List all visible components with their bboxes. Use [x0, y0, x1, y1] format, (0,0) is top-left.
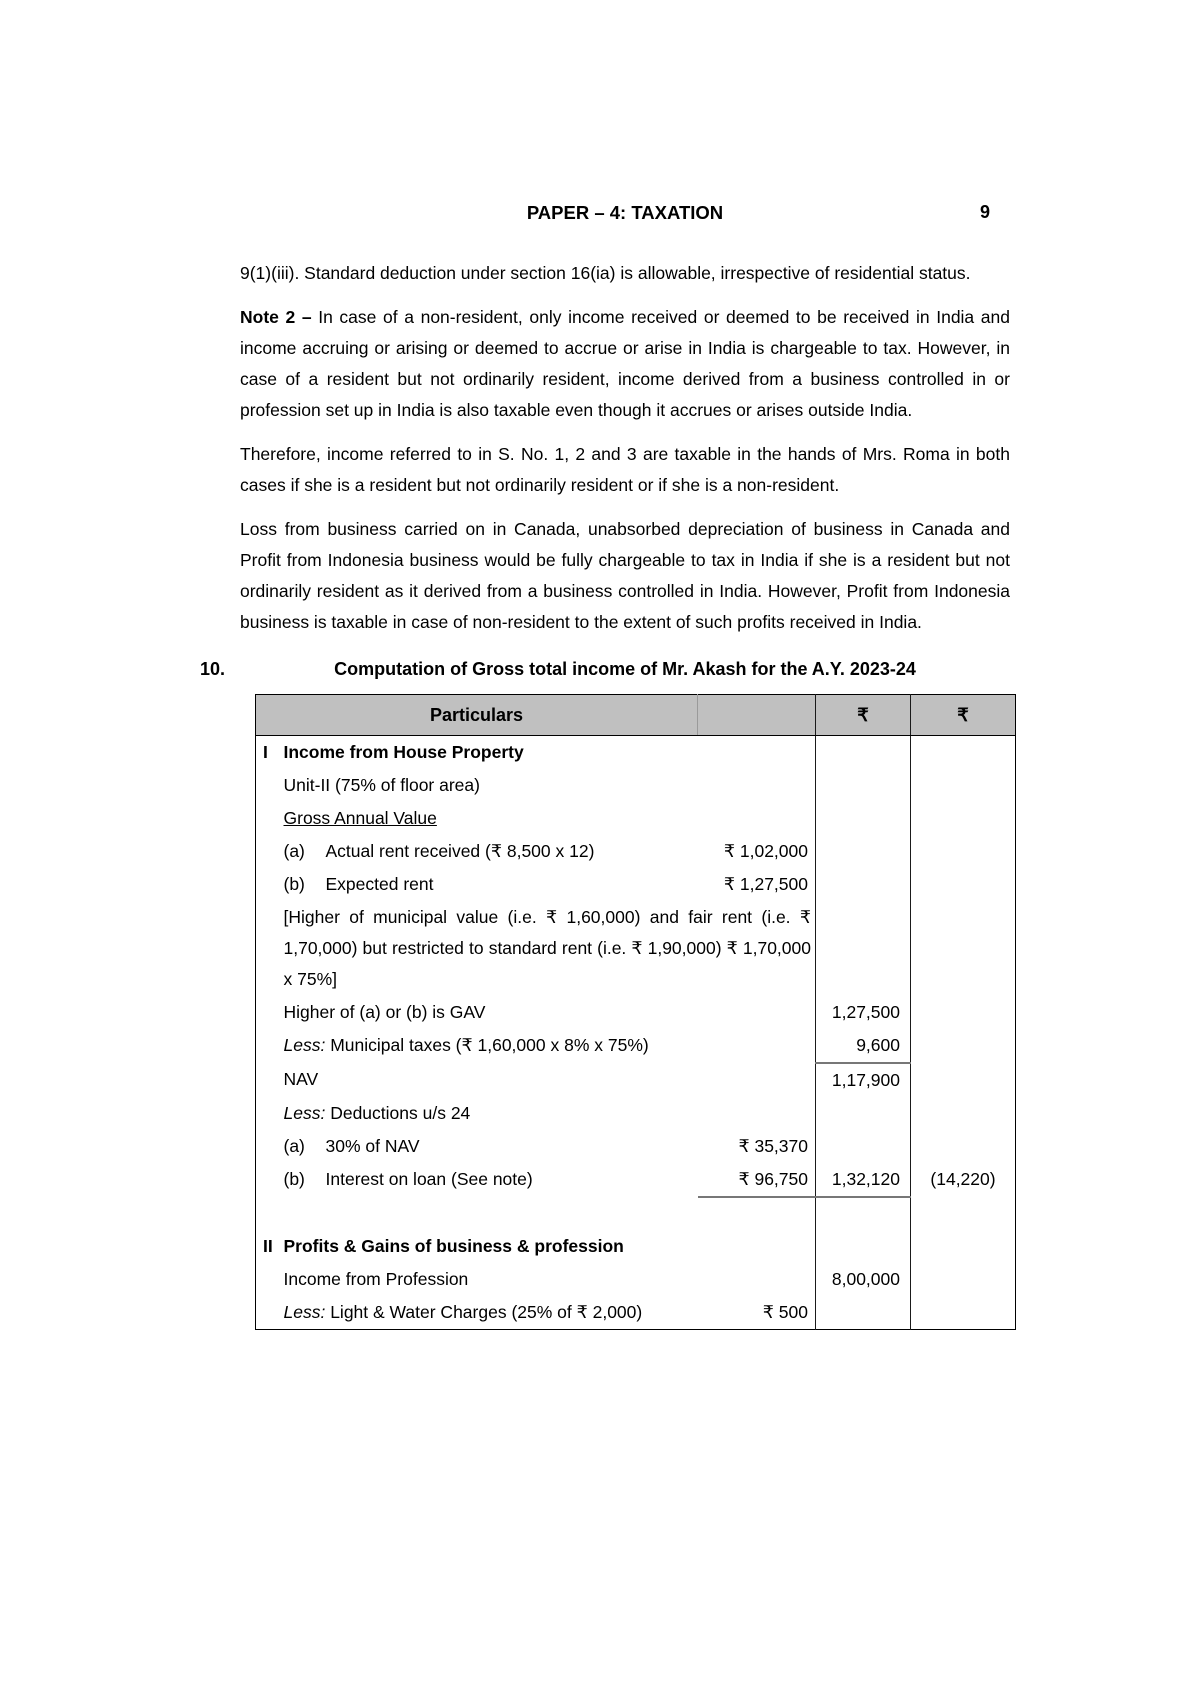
particulars-text: Unit-II (75% of floor area) [283, 775, 480, 795]
cell-amount-col1 [816, 835, 911, 868]
cell-roman-numeral: II [263, 1236, 273, 1256]
paragraph-bold-prefix: Note 2 – [240, 307, 319, 327]
paragraph: 9(1)(iii). Standard deduction under section 16(ia) is allowable, irrespective of residential status. [240, 263, 971, 283]
table-row [256, 769, 1016, 802]
table-row [256, 1230, 1016, 1263]
cell-amount-col2 [911, 802, 1016, 835]
table-row [256, 1029, 1016, 1063]
cell-inline-amount: ₹ 500 [762, 1302, 808, 1322]
particulars-text: Income from Profession [283, 1269, 469, 1289]
cell-amount-col1: 1,27,500 [816, 996, 911, 1029]
cell-amount-col2 [911, 1063, 1016, 1097]
question-number: 10. [200, 659, 226, 679]
page-header-title: PAPER – 4: TAXATION [526, 202, 724, 223]
cell-amount-col1 [816, 1230, 911, 1263]
cell-particulars [284, 769, 698, 802]
cell-amount-col2 [911, 1130, 1016, 1163]
cell-amount-col1 [816, 769, 911, 802]
table-row [256, 1063, 1016, 1097]
particulars-text: Expected rent [325, 874, 434, 894]
cell-particulars [284, 1230, 698, 1263]
less-label: Less: [283, 1035, 326, 1055]
cell-inline-amount: ₹ 1,27,500 [723, 874, 808, 894]
cell-particulars [284, 1063, 698, 1097]
cell-roman-numeral [256, 901, 284, 996]
cell-roman-numeral [256, 802, 284, 835]
item-marker: (a) [283, 841, 305, 861]
cell-roman-numeral [256, 996, 284, 1029]
cell-amount-col1: 1,17,900 [816, 1063, 911, 1097]
paragraphs [240, 258, 1010, 638]
cell-particulars [284, 1097, 698, 1130]
table-row [256, 996, 1016, 1029]
paragraph: Loss from business carried on in Canada, unabsorbed depreciation of business in Canada and Profit from Indonesia business would be fully chargeable to tax in India if she is a resident but not ordinarily resident as it derived from a business controlled in India. However, Profit from Indonesia business is taxable in case of non-resident to the extent of such profits received in India. [240, 519, 1010, 632]
cell-roman-numeral [256, 1296, 284, 1330]
paragraph: Therefore, income referred to in S. No. 1, 2 and 3 are taxable in the hands of Mrs. Roma in both cases if she is a resident but not ordinarily resident or if she is a non-resident. [240, 444, 1010, 495]
cell-roman-numeral [256, 1263, 284, 1296]
cell-amount-col2 [911, 736, 1016, 770]
particulars-text: 30% of NAV [325, 1136, 420, 1156]
table-row [256, 1097, 1016, 1130]
cell-amount-col2 [911, 1296, 1016, 1330]
cell-particulars [284, 868, 698, 901]
less-label: Less: [283, 1302, 326, 1322]
cell-amount-col1 [816, 736, 911, 770]
cell-amount-col2 [911, 1230, 1016, 1263]
cell-amount-col1 [816, 1130, 911, 1163]
particulars-text: [Higher of municipal value (i.e. ₹ 1,60,000) and fair rent (i.e. ₹ 1,70,000) but restricted to standard rent (i.e. ₹ 1,90,000) ₹ 1,70,000 x 75%] [283, 907, 811, 989]
cell-roman-numeral [256, 868, 284, 901]
table-row [256, 1130, 1016, 1163]
page-number: 9 [979, 202, 990, 222]
cell-particulars [284, 1029, 698, 1063]
computation-table [255, 694, 1016, 1330]
particulars-text: Actual rent received (₹ 8,500 x 12) [325, 841, 595, 861]
paragraph: Note 2 – In case of a non-resident, only income received or deemed to be received in India and income accruing or arising or deemed to accrue or arise in India is chargeable to tax. However, in case of a resident but not ordinarily resident, income derived from a business controlled in or profession set up in India is also taxable even though it accrues or arises outside India. [240, 307, 1010, 420]
cell-roman-numeral [256, 1130, 284, 1163]
particulars-text: Profits & Gains of business & profession [283, 1236, 624, 1256]
cell-roman-numeral: I [263, 742, 268, 762]
cell-inline-amount [698, 1029, 816, 1063]
cell-inline-amount [698, 802, 816, 835]
header-rupee-col1: ₹ [816, 695, 911, 736]
particulars-text: Gross Annual Value [283, 808, 437, 828]
particulars-text: Interest on loan (See note) [325, 1169, 533, 1189]
question-heading [200, 659, 1010, 680]
cell-roman-numeral [256, 835, 284, 868]
cell-inline-amount [698, 1063, 816, 1097]
cell-amount-col2 [911, 1097, 1016, 1130]
cell-amount-col2 [911, 769, 1016, 802]
cell-amount-col1 [816, 1197, 911, 1230]
cell-roman-numeral [256, 1097, 284, 1130]
table-row [256, 868, 1016, 901]
cell-inline-amount [698, 1230, 816, 1263]
table-row [256, 1197, 1016, 1230]
cell-amount-col2 [911, 901, 1016, 996]
cell-particulars [284, 1163, 698, 1197]
table-row [256, 736, 1016, 770]
table-row [256, 802, 1016, 835]
particulars-text: Deductions u/s 24 [330, 1103, 471, 1123]
question-title: Computation of Gross total income of Mr. Akash for the A.Y. 2023-24 [334, 659, 916, 679]
cell-amount-col2: (14,220) [911, 1163, 1016, 1197]
cell-inline-amount [698, 769, 816, 802]
cell-particulars [284, 1197, 698, 1230]
cell-amount-col1 [816, 1296, 911, 1330]
cell-particulars [284, 1296, 698, 1330]
header-rupee-col2: ₹ [911, 695, 1016, 736]
cell-particulars [284, 736, 698, 770]
cell-amount-col2 [911, 1197, 1016, 1230]
cell-amount-col1 [816, 1097, 911, 1130]
cell-amount-col1 [816, 868, 911, 901]
cell-amount-col2 [911, 1029, 1016, 1063]
cell-inline-amount [698, 736, 816, 770]
cell-particulars [284, 802, 698, 835]
cell-amount-col1 [816, 901, 911, 996]
cell-particulars [284, 835, 698, 868]
cell-amount-col2 [911, 1263, 1016, 1296]
cell-roman-numeral [256, 1029, 284, 1063]
cell-inline-amount [698, 1097, 816, 1130]
particulars-text: NAV [283, 1069, 319, 1089]
item-marker: (a) [283, 1136, 305, 1156]
item-marker: (b) [283, 1169, 305, 1189]
cell-amount-col2 [911, 996, 1016, 1029]
cell-amount-col2 [911, 868, 1016, 901]
cell-inline-amount [698, 1263, 816, 1296]
particulars-text: Light & Water Charges (25% of ₹ 2,000) [330, 1302, 643, 1322]
cell-inline-amount [698, 1197, 816, 1230]
cell-amount-col1: 8,00,000 [816, 1263, 911, 1296]
table-row [256, 1263, 1016, 1296]
particulars-text: Higher of (a) or (b) is GAV [283, 1002, 486, 1022]
cell-inline-amount: ₹ 35,370 [738, 1136, 808, 1156]
table-row [256, 835, 1016, 868]
cell-roman-numeral [256, 769, 284, 802]
less-label: Less: [283, 1103, 326, 1123]
cell-inline-amount: ₹ 96,750 [698, 1163, 816, 1197]
table-row [256, 901, 1016, 996]
cell-particulars [284, 1263, 698, 1296]
particulars-text: Municipal taxes (₹ 1,60,000 x 8% x 75%) [330, 1035, 649, 1055]
cell-inline-amount [698, 996, 816, 1029]
table-row [256, 1163, 1016, 1197]
cell-particulars [284, 996, 698, 1029]
cell-particulars [284, 1130, 698, 1163]
cell-amount-col1: 9,600 [816, 1029, 911, 1063]
header-particulars: Particulars [256, 695, 698, 736]
item-marker: (b) [283, 874, 305, 894]
cell-amount-col1 [816, 802, 911, 835]
table-header-row [256, 695, 1016, 736]
cell-amount-col1: 1,32,120 [816, 1163, 911, 1197]
table-row [256, 1296, 1016, 1330]
cell-roman-numeral [256, 1197, 284, 1230]
cell-particulars [284, 901, 816, 996]
cell-roman-numeral [256, 1163, 284, 1197]
header-spacer [698, 695, 816, 736]
cell-amount-col2 [911, 835, 1016, 868]
particulars-text: Income from House Property [283, 742, 524, 762]
cell-inline-amount: ₹ 1,02,000 [723, 841, 808, 861]
table-body [256, 736, 1016, 1330]
cell-roman-numeral [256, 1063, 284, 1097]
page-content [200, 258, 1010, 1330]
